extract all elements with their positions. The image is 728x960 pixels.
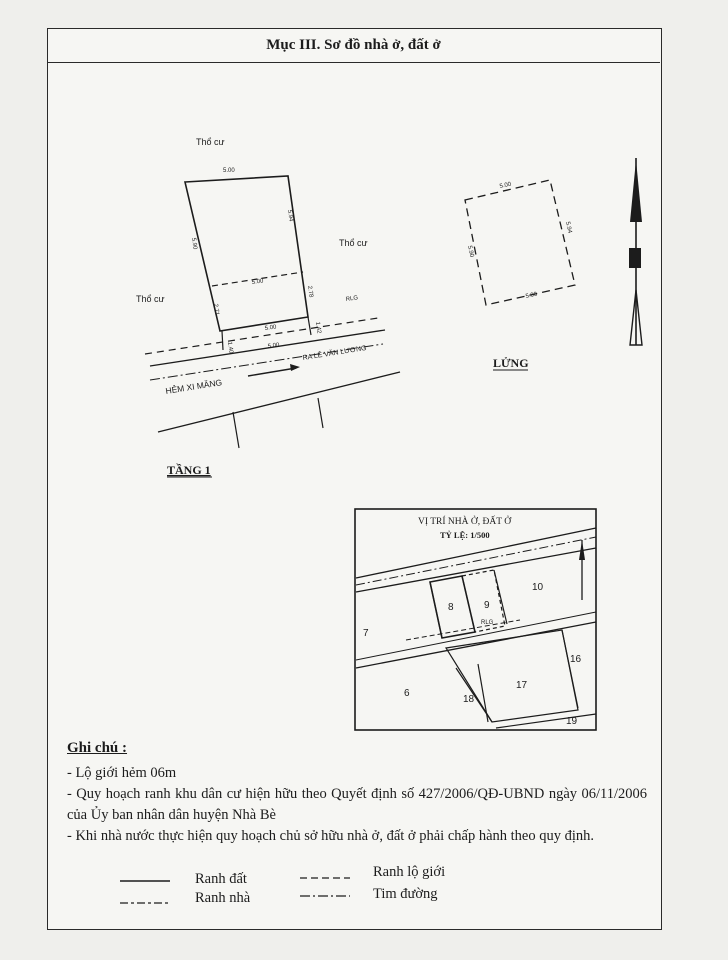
mezz-dim-right: 5.94 <box>564 221 573 234</box>
notes-heading: Ghi chú : <box>67 740 128 756</box>
mezzanine-label: LỬNG <box>493 356 529 370</box>
dim-left-lower: 2.71 <box>212 303 220 316</box>
ground-floor-plan <box>145 176 400 448</box>
dim-bottom: 5.00 <box>264 324 277 332</box>
notes-section <box>67 738 647 847</box>
direction-arrow-shaft <box>248 368 296 376</box>
note-2: - Quy hoạch ranh khu dân cư hiện hữu theo Quyết định số 427/2006/QĐ-UBND ngày 06/11/2006 của Ủy ban nhân dân huyện Nhà Bè <box>67 786 647 823</box>
mezz-dim-top: 5.00 <box>499 181 512 190</box>
mezz-dim-left: 5.90 <box>466 245 475 258</box>
ground-floor-label: TẦNG 1 <box>167 463 211 477</box>
road-name-label: HẺM XI MĂNG <box>164 377 223 396</box>
parcel-label-8: 8 <box>448 602 454 613</box>
north-arrow-marker <box>629 248 641 268</box>
legend-road-boundary: Ranh lộ giới <box>373 864 446 880</box>
setback-line-left <box>222 331 223 350</box>
legend-land-boundary: Ranh đất <box>195 871 247 887</box>
note-1: - Lộ giới hẻm 06m <box>67 765 177 781</box>
dim-top: 5.00 <box>223 168 235 174</box>
dim-mid: 5.00 <box>251 278 264 286</box>
road-direction-label: RA LÊ VĂN LƯƠNG <box>302 344 368 362</box>
mezzanine-plan <box>465 180 575 370</box>
road-tick-left <box>233 412 239 448</box>
location-map-title: VỊ TRÍ NHÀ Ở, ĐẤT Ở <box>418 517 512 527</box>
note-3: - Khi nhà nước thực hiện quy hoạch chủ sở hữu nhà ở, đất ở phải chấp hành theo quy định. <box>67 828 594 844</box>
dim-road: 5.00 <box>267 342 280 350</box>
dim-left: 5.90 <box>190 237 198 250</box>
page-title-text: Mục III. Sơ đồ nhà ở, đất ở <box>266 36 441 53</box>
direction-arrow-head <box>290 364 300 371</box>
neighbor-right-label: Thổ cư <box>339 238 368 248</box>
neighbor-top-label: Thổ cư <box>196 137 225 147</box>
land-parcel-outline <box>185 176 308 331</box>
dim-left-setback: 1.40 <box>226 341 234 354</box>
location-map <box>355 509 596 730</box>
ground-floor-dimensions <box>190 168 359 354</box>
north-arrow-head <box>630 160 642 222</box>
parcel-label-9: 9 <box>484 600 490 611</box>
parcel-label-6: 6 <box>404 688 410 699</box>
mezz-dim-bottom: 5.00 <box>525 291 538 300</box>
parcel-label-18: 18 <box>463 694 475 705</box>
mezzanine-outline <box>465 180 575 305</box>
parcel-label-10: 10 <box>532 582 544 593</box>
dim-right-setback: 1.42 <box>314 321 322 334</box>
parcel-label-19: 19 <box>566 716 578 727</box>
legend-road-center: Tim đường <box>373 886 438 902</box>
location-map-scale: TỶ LỆ: 1/500 <box>440 530 490 540</box>
dim-right: 5.94 <box>286 209 294 222</box>
parcel-label-17: 17 <box>516 680 528 691</box>
parcel-label-7: 7 <box>363 628 369 639</box>
legend-house-boundary: Ranh nhà <box>195 890 251 906</box>
road-tick-right <box>318 398 323 428</box>
neighbor-left-label: Thổ cư <box>136 294 165 304</box>
rlg-label: RLG <box>345 295 359 303</box>
north-arrow <box>629 158 642 345</box>
map-rlg-label: RLG <box>481 620 494 626</box>
dim-right-lower: 2.78 <box>306 285 314 298</box>
parcel-label-16: 16 <box>570 654 582 665</box>
setback-line-right <box>308 317 311 335</box>
ground-floor-labels <box>136 137 368 396</box>
